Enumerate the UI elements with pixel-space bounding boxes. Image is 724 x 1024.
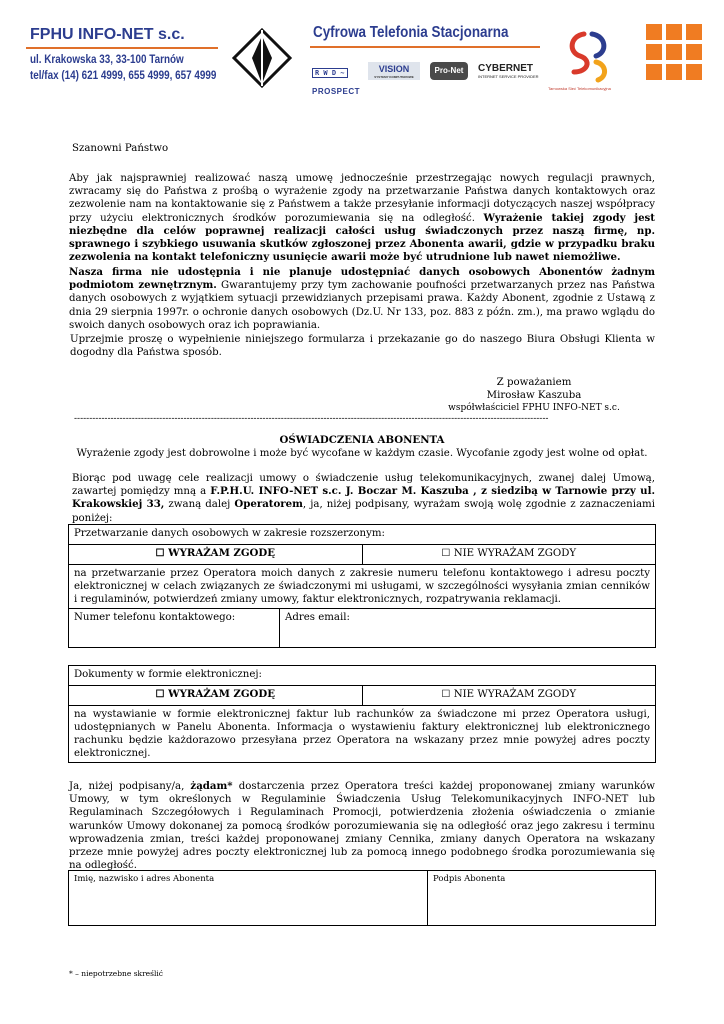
declaration-intro: Biorąc pod uwagę cele realizacji umowy o świadczenie usług telekomunikacyjnych, zwanej dalej Umową, zawartej pomiędzy mną a F.P.H.U. INFO-NET s.c. J. Boczar M. Kaszuba , z siedzibą w Tarnowie przy ul. Krakowskiej 33, zwaną dalej Operatorem, ja, niżej podpisany, wyrażam swoją wolę zgodnie z zaznaczeniami poniżej:: [72, 473, 655, 524]
email-field[interactable]: [280, 609, 655, 647]
declaration-subtitle: Wyrażenie zgody jest dobrowolne i może być wycofane w każdym czasie. Wycofanie zgody jest wolne od opłat.: [76, 448, 648, 459]
signer-name: Mirosław Kaszuba: [486, 390, 582, 401]
demand-paragraph: Ja, niżej podpisany/a, żądam* dostarczenia przez Operatora treści każdej proponowanej zmiany warunków Umowy, w tym określonych w Regulaminie Świadczenia Usług Telekomunikacyjnych INFO-NET lub Regulaminach Szczegółowych i Regulaminach Promocji, potwierdzenia złożenia oświadczenia o zmianie warunków Umowy dokonanej za pomocą środków porozumiewania się na odległość oraz jego zakresu i terminu wprowadzenia zmian, treści każdej proponowanej zmiany Cennika, zmiany danych Operatora na wskazany przeze mnie powyżej adres poczty elektronicznej lub za pomocą innego podobnego środka porozumiewania się na odległość.: [69, 780, 655, 872]
cybernet-logo-subtext: INTERNET SERVICE PROVIDER: [478, 74, 539, 79]
form1-header: Przetwarzanie danych osobowych w zakresie rozszerzonym:: [69, 525, 656, 545]
separator-line: ------------------------------------------------------------------------------------------------------------------------------------------------------------: [74, 414, 549, 424]
vision-logo-text: VISION: [378, 64, 410, 74]
prospect-logo-text: PROSPECT: [312, 87, 361, 96]
company-phones: tel/fax (14) 621 4999, 655 4999, 657 4999: [30, 70, 217, 82]
rwd-prospect-logo: [312, 60, 362, 96]
phone-label: Numer telefonu kontaktowego:: [74, 612, 236, 623]
footnote: * – niepotrzebne skreślić: [69, 969, 163, 978]
subscriber-name-address-field[interactable]: [69, 871, 428, 926]
orange-grid-icon: [646, 24, 706, 84]
letter-paragraph-2: Nasza firma nie udostępnia i nie planuje udostępniać danych osobowych Abonentów żadnym podmiotom zewnętrznym. Gwarantujemy przy tym zachowanie poufności przetwarzanych przez nas Państwa danych osobowych z wyjątkiem sytuacji przewidzianych przepisami prawa. Każdy Abonent, zgodnie z Ustawą z dnia 29 sierpnia 1997r. o ochronie danych osobowych (Dz.U. Nr 133, poz. 883 z późn. zm.), ma prawo wglądu do swoich danych osobowych oraz ich poprawiania.: [69, 266, 655, 331]
company-logo-icon: [232, 28, 292, 88]
cybernet-logo: [478, 63, 539, 79]
letter-paragraph-3: Uprzejmie proszę o wypełnienie niniejszego formularza i przekazanie go do naszego Biura Obsługi Klienta w dogodny dla Państwa sposób.: [70, 334, 655, 359]
pronet-logo: Pro-Net: [430, 62, 468, 80]
banner-title: Cyfrowa Telefonia Stacjonarna: [313, 24, 509, 41]
banner-divider: [310, 46, 540, 48]
extended-processing-form: [68, 524, 656, 648]
tss-logo-icon: [562, 26, 614, 84]
header-divider: [26, 47, 218, 49]
signer-role: współwłaściciel FPHU INFO-NET s.c.: [448, 403, 620, 413]
vision-logo: [368, 62, 420, 80]
email-label: Adres email:: [285, 612, 350, 623]
cybernet-logo-text: CYBERNET: [478, 63, 534, 74]
form1-consent-no[interactable]: ☐ NIE WYRAŻAM ZGODY: [362, 545, 656, 565]
vision-logo-subtext: SYSTEMY KOMPUTEROWE: [374, 75, 414, 79]
form2-consent-no[interactable]: ☐ NIE WYRAŻAM ZGODY: [362, 686, 656, 706]
declaration-title: OŚWIADCZENIA ABONENTA: [279, 434, 445, 446]
form2-description: na wystawianie w formie elektronicznej faktur lub rachunków za świadczone mi przez Operatora usługi, udostępnianych w Panelu Abonenta. Informacja o wystawieniu faktury elektronicznej lub elektronicznego rachunku będzie każdorazowo przesyłana przez Operatora na wskazany przez mnie powyżej adres poczty elektronicznej.: [69, 706, 656, 763]
signature-table: [68, 870, 656, 926]
form2-consent-yes[interactable]: ☐ WYRAŻAM ZGODĘ: [69, 686, 363, 706]
form2-header: Dokumenty w formie elektronicznej:: [69, 666, 656, 686]
name-address-label: Imię, nazwisko i adres Abonenta: [74, 874, 215, 884]
rwd-logo-text: R W D ~: [312, 68, 348, 78]
electronic-documents-form: [68, 665, 656, 763]
company-name: FPHU INFO-NET s.c.: [30, 26, 185, 43]
subscriber-signature-field[interactable]: [428, 871, 656, 926]
phone-field[interactable]: [69, 609, 280, 647]
salutation: Szanowni Państwo: [72, 143, 169, 154]
form1-consent-yes[interactable]: ☐ WYRAŻAM ZGODĘ: [69, 545, 363, 565]
company-address: ul. Krakowska 33, 33-100 Tarnów: [30, 54, 184, 66]
form1-description: na przetwarzanie przez Operatora moich danych z zakresie numeru telefonu kontaktowego i adresu poczty elektronicznej w celach związanych ze świadczonymi mi usługami, w szczególności wysyłania zmian cenników i regulaminów, potwierdzeń zmiany umowy, faktur elektronicznych, rozpatrywania reklamacji.: [69, 565, 656, 609]
closing-phrase: Z poważaniem: [496, 377, 572, 388]
letter-paragraph-1: Aby jak najsprawniej realizować naszą umowę jednocześnie przestrzegając nowych regulacji prawnych, zwracamy się do Państwa z prośbą o wyrażenie zgody na przetwarzanie Państwa danych kontaktowych oraz zezwolenie nam na kontaktowanie się z Państwem a także przesyłanie informacji dotyczących naszej współpracy przy użyciu elektronicznych środków porozumiewania się na odległość. Wyrażenie takiej zgody jest niezbędne dla celów poprawnej realizacji całości usług świadczonych przez naszą firmę, np. sprawnego i szybkiego usuwania skutków zgłoszonej przez Abonenta awarii, gdzie w przypadku braku zezwolenia na kontakt telefoniczny usunięcie awarii może być utrudnione lub nawet niemożliwe.: [69, 173, 655, 264]
signature-label: Podpis Abonenta: [433, 874, 506, 884]
tss-logo-text: Tarnowska Sieć Telekomunikacyjna: [548, 86, 611, 91]
